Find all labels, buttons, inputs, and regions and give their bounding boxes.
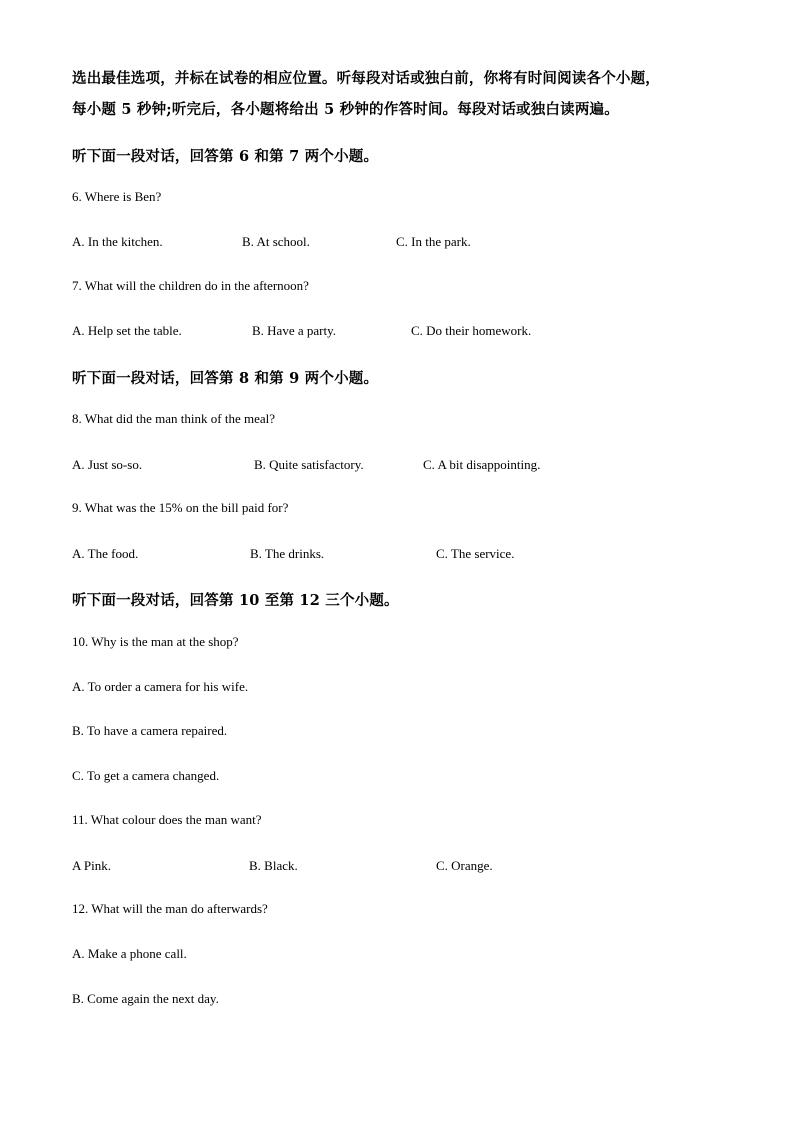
question-11-option-b: B. Black. <box>249 858 298 873</box>
question-9-option-a: A. The food. <box>72 546 139 561</box>
question-12-option-a: A. Make a phone call. <box>72 946 187 961</box>
question-10-option-b: B. To have a camera repaired. <box>72 723 228 738</box>
section-heading-10-12: 听下面一段对话，回答第 10 至第 12 三个小题。 <box>72 592 399 609</box>
question-7: 7. What will the children do in the afternoon? <box>72 278 309 293</box>
instructions-line-1: 选出最佳选项，并标在试卷的相应位置。听每段对话或独白前，你将有时间阅读各个小题， <box>72 70 660 87</box>
question-9: 9. What was the 15% on the bill paid for? <box>72 500 289 515</box>
question-10-option-c: C. To get a camera changed. <box>72 768 220 783</box>
question-10: 10. Why is the man at the shop? <box>72 634 239 649</box>
question-9-option-b: B. The drinks. <box>250 546 325 561</box>
question-6: 6. Where is Ben? <box>72 189 162 204</box>
instructions-line-2: 每小题 5 秒钟;听完后，各小题将给出 5 秒钟的作答时间。每段对话或独白读两遍。 <box>72 101 619 118</box>
question-6-option-b: B. At school. <box>242 234 310 249</box>
question-12: 12. What will the man do afterwards? <box>72 901 268 916</box>
question-11-option-c: C. Orange. <box>436 858 493 873</box>
question-7-option-b: B. Have a party. <box>252 323 336 338</box>
question-6-option-a: A. In the kitchen. <box>72 234 163 249</box>
section-heading-6-7: 听下面一段对话，回答第 6 和第 7 两个小题。 <box>72 148 379 165</box>
question-8: 8. What did the man think of the meal? <box>72 411 276 426</box>
question-7-option-c: C. Do their homework. <box>411 323 532 338</box>
question-8-option-a: A. Just so-so. <box>72 457 143 472</box>
question-8-option-c: C. A bit disappointing. <box>423 457 541 472</box>
question-11-option-a: A Pink. <box>72 858 112 873</box>
section-heading-8-9: 听下面一段对话，回答第 8 和第 9 两个小题。 <box>72 370 379 387</box>
question-9-option-c: C. The service. <box>436 546 515 561</box>
question-8-option-b: B. Quite satisfactory. <box>254 457 364 472</box>
question-12-option-b: B. Come again the next day. <box>72 991 219 1006</box>
question-11: 11. What colour does the man want? <box>72 812 262 827</box>
question-7-option-a: A. Help set the table. <box>72 323 182 338</box>
question-6-option-c: C. In the park. <box>396 234 471 249</box>
question-10-option-a: A. To order a camera for his wife. <box>72 679 249 694</box>
